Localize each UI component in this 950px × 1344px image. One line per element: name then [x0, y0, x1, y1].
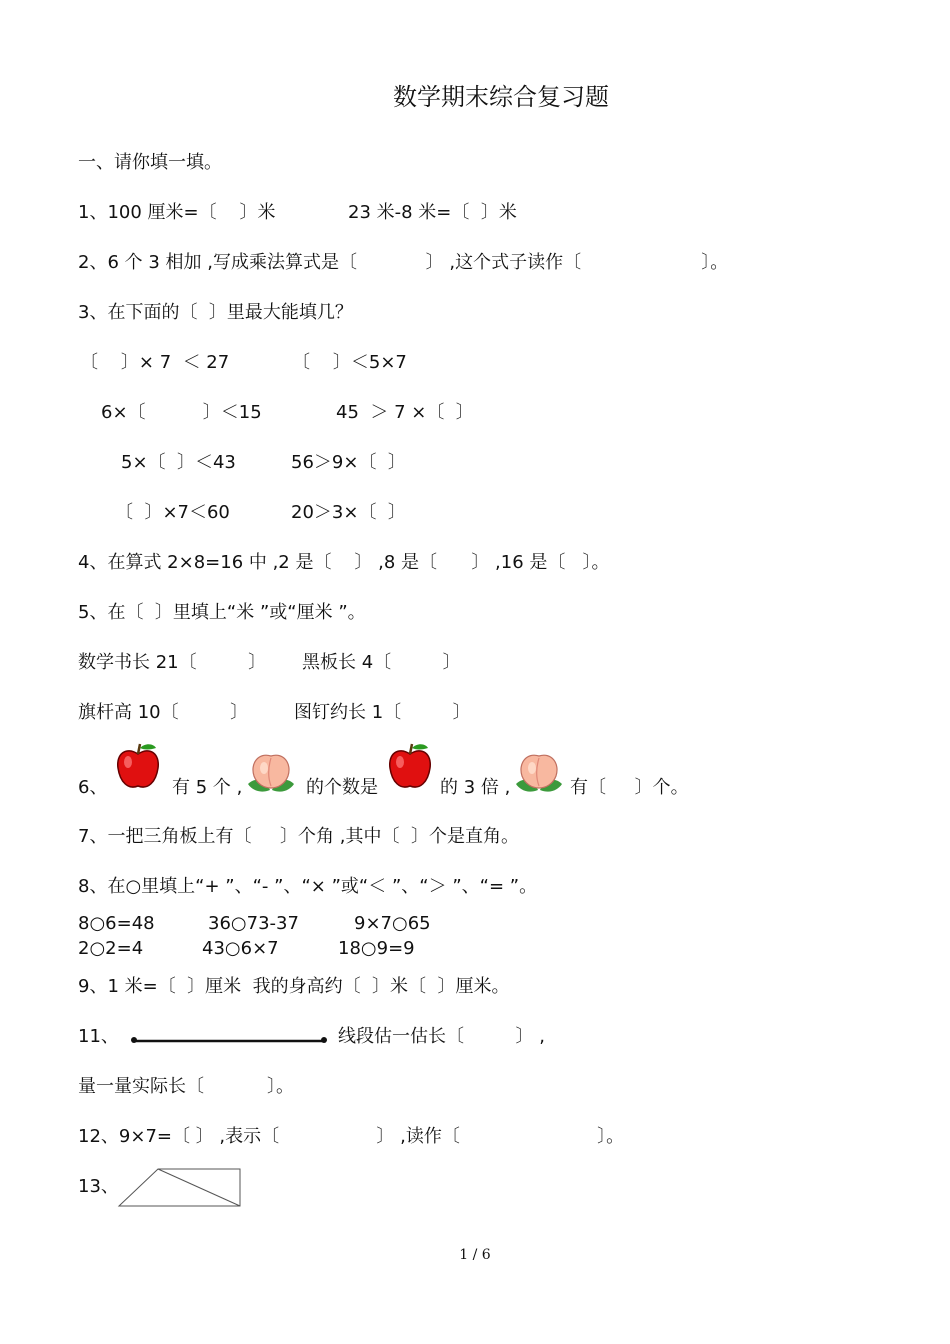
question-5: 5、在〔 〕里填上“米 ”或“厘米 ”。 — [78, 602, 366, 623]
question-8: 8、在○里填上“+ ”、“- ”、“× ”或“＜ ”、“＞ ”、“= ”。 — [78, 876, 538, 897]
section-heading: 一、请你填一填。 — [78, 152, 222, 173]
question-7: 7、一把三角板上有〔 〕个角 ,其中〔 〕个是直角。 — [78, 826, 519, 847]
question-12: 12、9×7=〔 〕 ,表示〔 〕 ,读作〔 〕。 — [78, 1126, 625, 1147]
question-8-e: 43○6×7 — [202, 938, 279, 959]
question-1-b: 23 米-8 米=〔 〕米 — [348, 202, 517, 223]
question-4: 4、在算式 2×8=16 中 ,2 是〔 〕 ,8 是〔 〕 ,16 是〔 〕。 — [78, 552, 610, 573]
question-3-row-1-b: 〔 〕＜5×7 — [292, 352, 407, 373]
question-6-text-e: 有〔 〕个。 — [570, 777, 689, 798]
page-number: 1 / 6 — [459, 1247, 491, 1263]
question-3-row-4-a: 〔 〕×7＜60 — [115, 502, 230, 523]
question-11-label: 11、 — [78, 1026, 119, 1047]
question-6-text-c: 的个数是 — [306, 777, 378, 798]
page-title: 数学期末综合复习题 — [393, 83, 609, 111]
question-13-label: 13、 — [78, 1176, 119, 1197]
question-1-a: 1、100 厘米=〔 〕米 — [78, 202, 276, 223]
question-8-f: 18○9=9 — [338, 938, 415, 959]
question-9: 9、1 米=〔 〕厘米 我的身高约〔 〕米〔 〕厘米。 — [78, 976, 510, 997]
question-3-row-2-a: 6×〔 〕＜15 — [101, 402, 262, 423]
question-6-text-d: 的 3 倍 , — [440, 777, 511, 798]
question-3-row-2-b: 45 ＞ 7 ×〔 〕 — [336, 402, 474, 423]
question-11-text: 线段估一估长〔 〕 , — [338, 1026, 545, 1047]
question-6-text-b: 有 5 个 , — [172, 777, 243, 798]
question-6-label: 6、 — [78, 777, 108, 798]
peach-icon — [242, 750, 300, 796]
trapezoid-figure — [116, 1166, 244, 1210]
question-3-row-3-a: 5×〔 〕＜43 — [121, 452, 236, 473]
question-5-a: 数学书长 21〔 〕 — [78, 652, 267, 673]
apple-icon — [386, 742, 434, 792]
question-3-row-1-a: 〔 〕× 7 ＜ 27 — [80, 352, 230, 373]
question-3-row-3-b: 56＞9×〔 〕 — [291, 452, 406, 473]
apple-icon — [114, 742, 162, 792]
question-5-c: 旗杆高 10〔 〕 — [78, 702, 249, 723]
question-11-measure: 量一量实际长〔 〕。 — [78, 1076, 294, 1097]
question-8-b: 36○73-37 — [208, 913, 299, 934]
question-8-d: 2○2=4 — [78, 938, 144, 959]
question-8-a: 8○6=48 — [78, 913, 155, 934]
question-3: 3、在下面的〔 〕里最大能填几？ — [78, 302, 353, 323]
question-5-d: 图钉约长 1〔 〕 — [294, 702, 471, 723]
question-8-c: 9×7○65 — [354, 913, 431, 934]
question-5-b: 黑板长 4〔 〕 — [302, 652, 461, 673]
question-3-row-4-b: 20＞3×〔 〕 — [291, 502, 406, 523]
question-2: 2、6 个 3 相加 ,写成乘法算式是〔 〕 ,这个式子读作〔 〕。 — [78, 252, 729, 273]
peach-icon — [510, 750, 568, 796]
line-segment-figure — [128, 1032, 332, 1048]
